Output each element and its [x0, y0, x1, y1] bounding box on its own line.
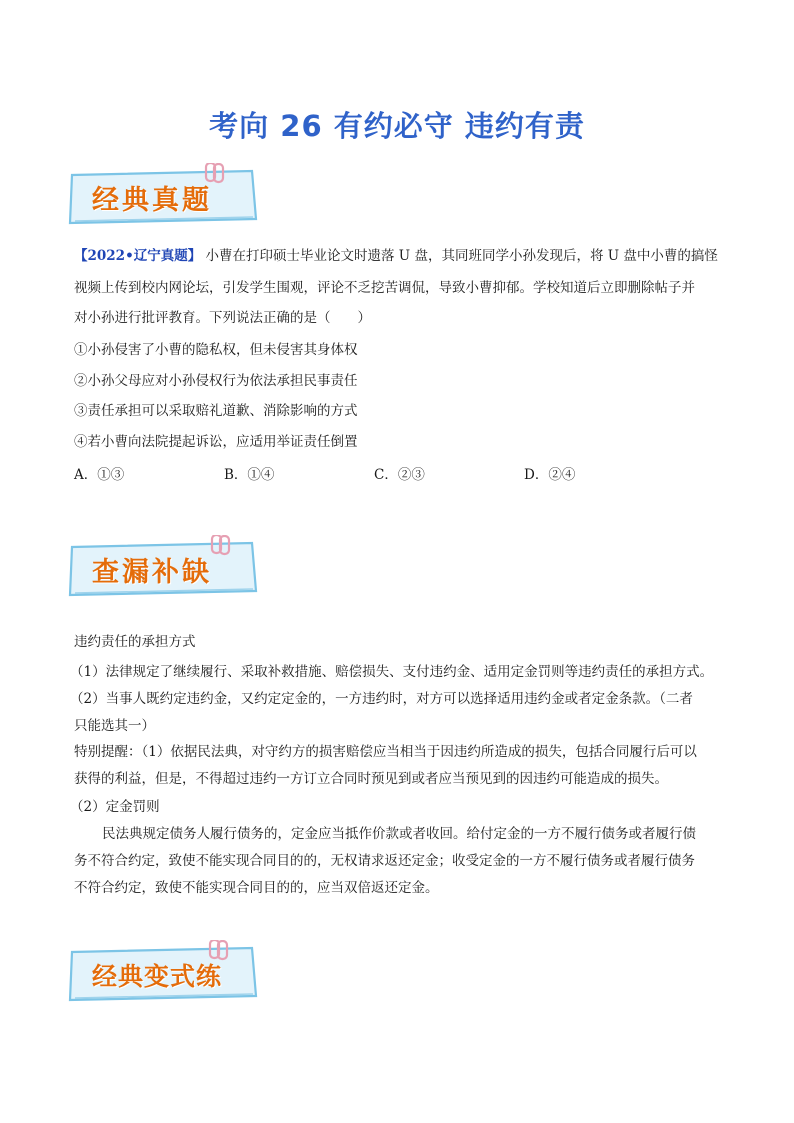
page-title: 考向 26 有约必守 违约有责 [209, 109, 585, 143]
option-a: A．①③ [74, 467, 125, 483]
statement-item: ①小孙侵害了小曹的隐私权，但未侵害其身体权 [74, 342, 358, 358]
question-stem-line-1: 【2022•辽宁真题】 小曹在打印硕士毕业论文时遗落 U 盘，其同班同学小孙发现后，将 U 盘中小曹的搞怪 [74, 248, 718, 264]
statement-item: ②小孙父母应对小孙侵权行为依法承担民事责任 [74, 373, 358, 389]
option-d: D．②④ [524, 467, 576, 483]
section-title: 经典真题 [92, 185, 212, 216]
review-paragraph: 特别提醒：（1）依据民法典，对守约方的损害赔偿应当相当于因违约所造成的损失，包括合同履行后可以 [74, 744, 697, 760]
option-b: B．①④ [224, 467, 275, 483]
answer-options [74, 465, 674, 485]
question-source: 【2022•辽宁真题】 [74, 248, 202, 264]
section-title: 查漏补缺 [92, 557, 212, 588]
review-paragraph: （2）当事人既约定违约金，又约定定金的，一方违约时，对方可以选择适用违约金或者定金条款。（二者 [70, 691, 693, 707]
section-banner-classic-exam [66, 163, 266, 229]
option-c: C．②③ [374, 467, 425, 483]
review-paragraph: 民法典规定债务人履行债务的，定金应当抵作价款或者收回。给付定金的一方不履行债务或者履行债 [102, 826, 696, 842]
question-stem-line-3: 对小孙进行批评教育。下列说法正确的是（ ） [74, 310, 371, 326]
statement-item: ③责任承担可以采取赔礼道歉、消除影响的方式 [74, 403, 358, 419]
review-paragraph: （2）定金罚则 [70, 799, 160, 815]
review-paragraph: 只能选其一） [74, 718, 155, 734]
review-paragraph: 获得的利益，但是，不得超过违约一方订立合同时预见到或者应当预见到的因违约可能造成的损失。 [74, 771, 668, 787]
section-banner-practice [66, 940, 266, 1006]
section-banner-review [66, 535, 266, 601]
section-title: 经典变式练 [92, 962, 223, 991]
review-heading: 违约责任的承担方式 [74, 634, 196, 650]
review-paragraph: 务不符合约定，致使不能实现合同目的的，无权请求返还定金；收受定金的一方不履行债务或者履行债务 [74, 853, 695, 869]
statement-item: ④若小曹向法院提起诉讼，应适用举证责任倒置 [74, 434, 358, 450]
review-paragraph: 不符合约定，致使不能实现合同目的的，应当双倍返还定金。 [74, 880, 439, 896]
review-paragraph: （1）法律规定了继续履行、采取补救措施、赔偿损失、支付违约金、适用定金罚则等违约责任的承担方式。 [70, 664, 714, 680]
question-stem-line-2: 视频上传到校内网论坛，引发学生围观，评论不乏挖苦调侃，导致小曹抑郁。学校知道后立即删除帖子并 [74, 280, 695, 296]
